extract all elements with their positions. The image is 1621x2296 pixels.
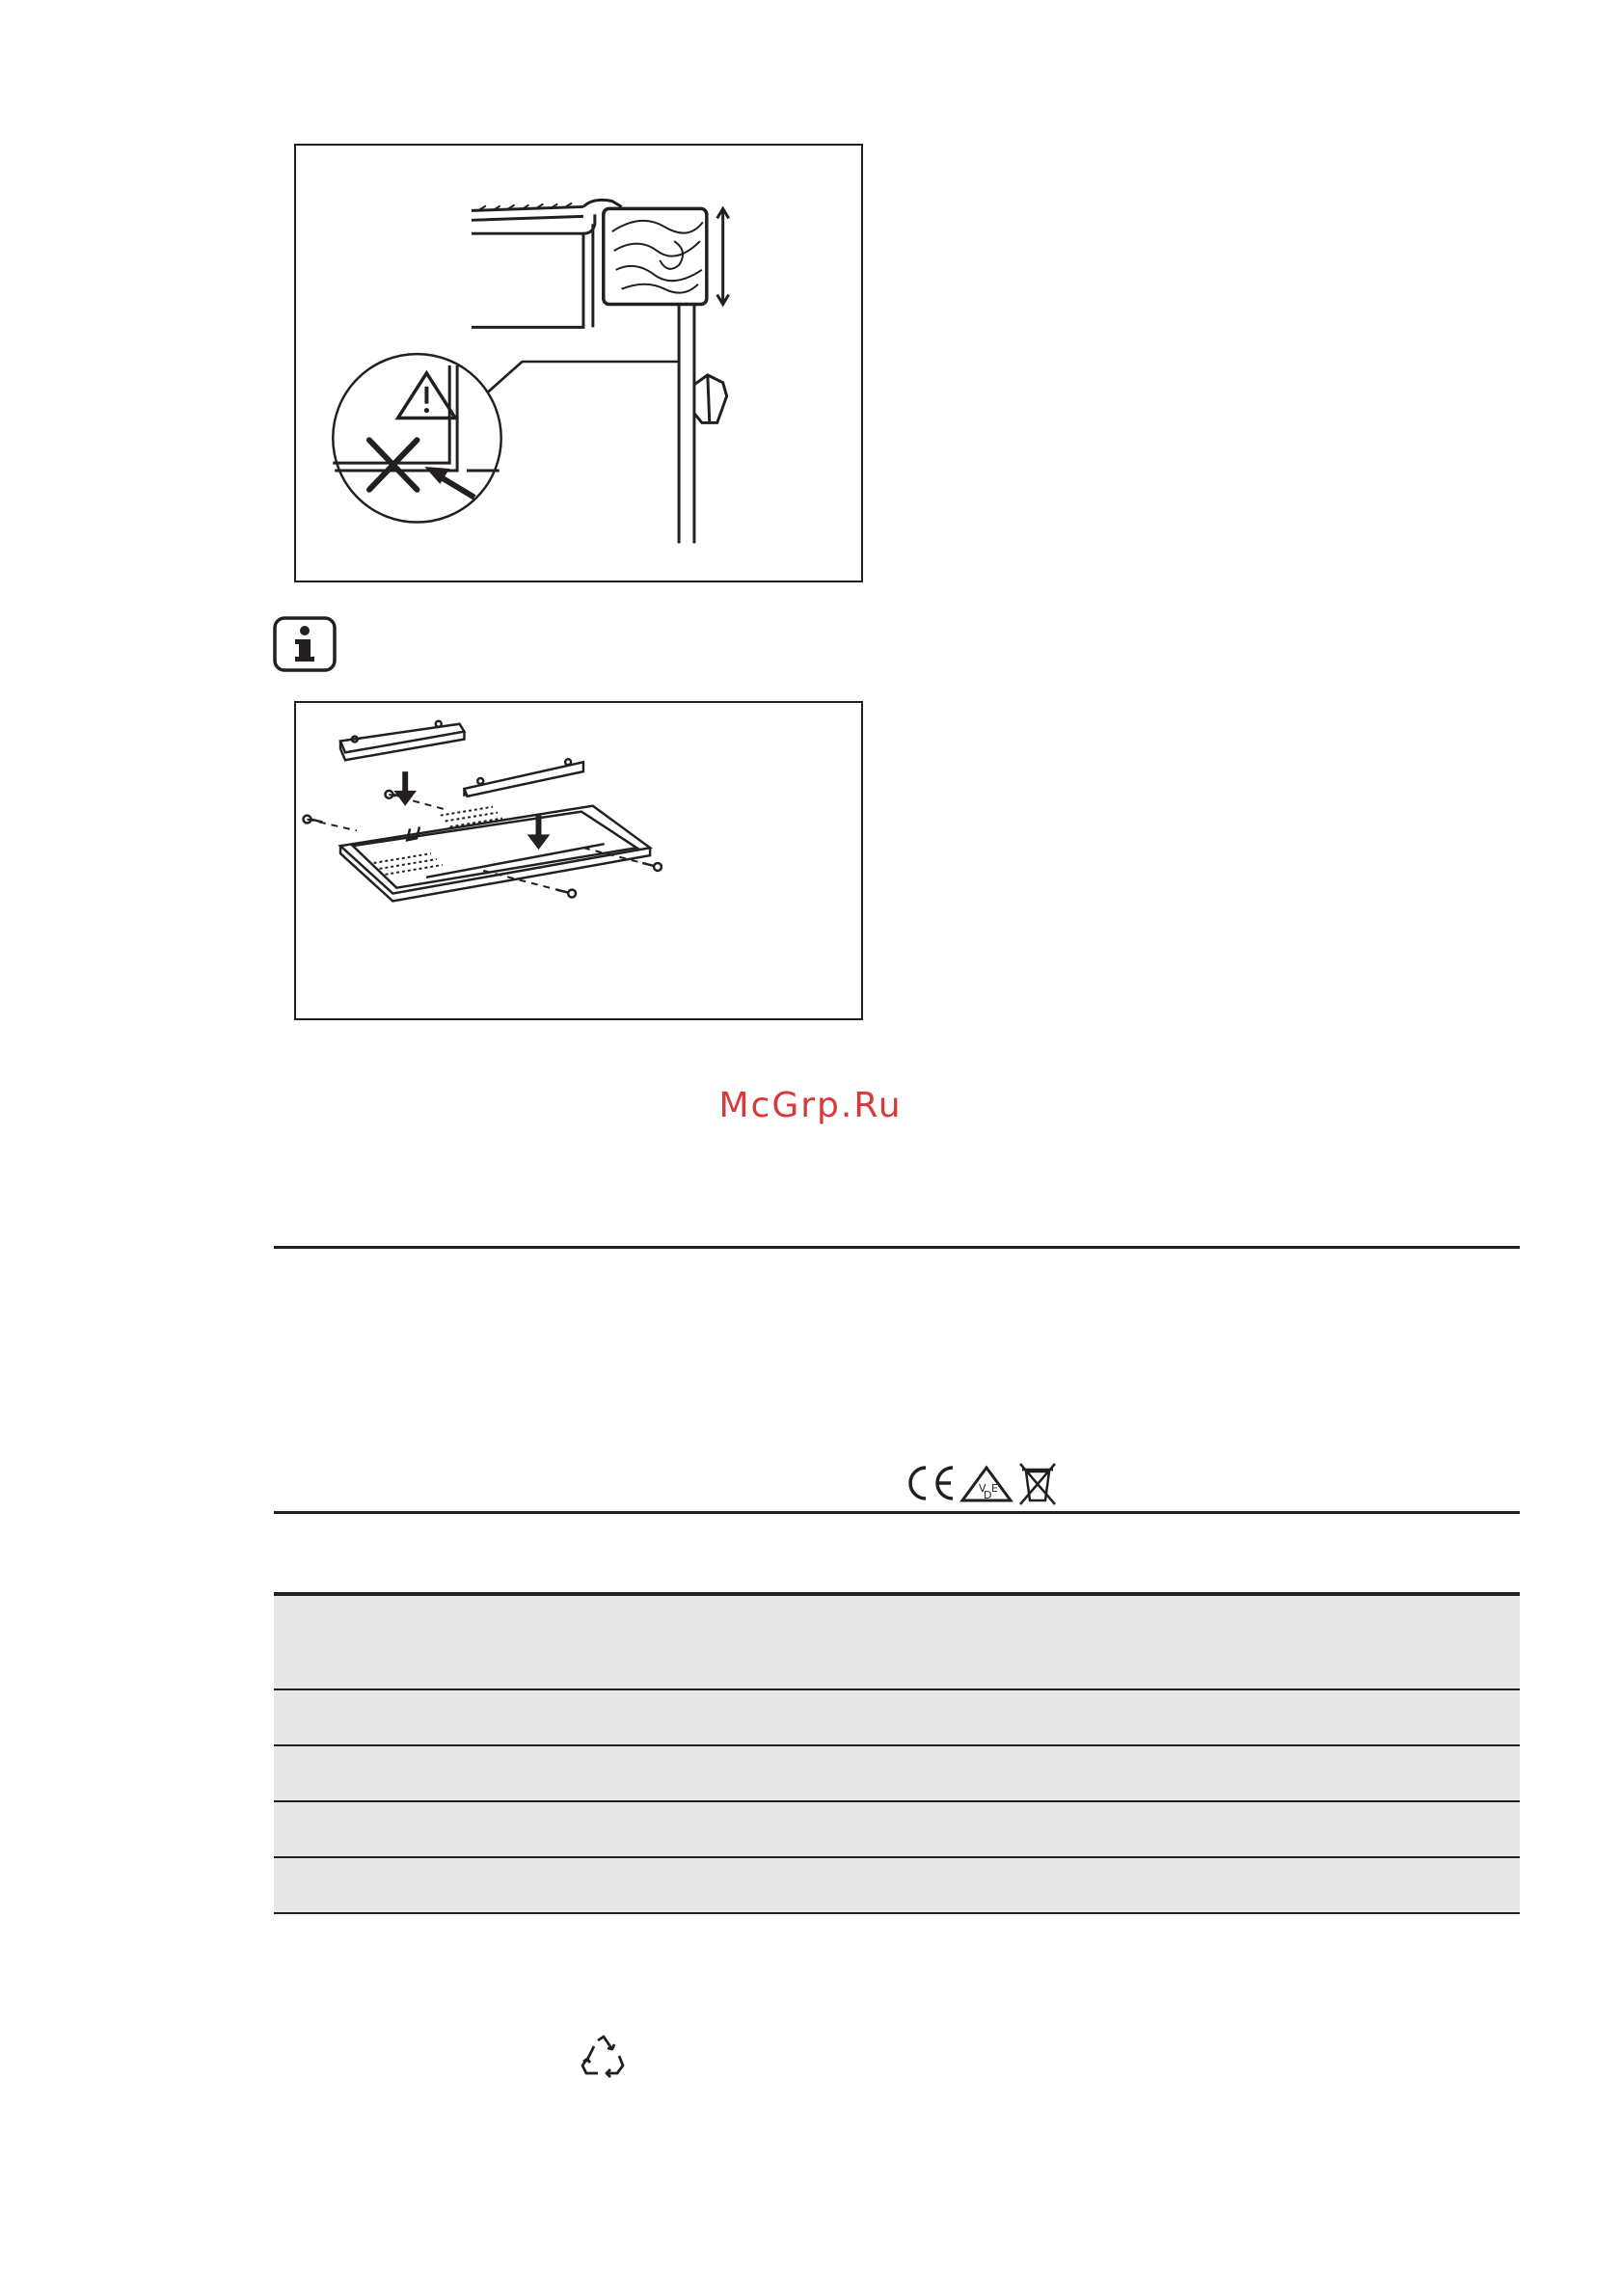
table-row [274, 1690, 1520, 1746]
installation-detail-figure [294, 144, 863, 582]
recycle-icon [579, 2033, 629, 2081]
table-row [274, 1746, 1520, 1802]
protection-floor-assembly-figure [294, 701, 863, 1020]
warning-triangle-icon [398, 373, 455, 419]
info-icon [272, 615, 338, 673]
svg-text:D: D [984, 1489, 992, 1501]
protection-floor-assembly-drawing [296, 703, 861, 1018]
screw-icon [556, 890, 576, 898]
table-row [274, 1858, 1520, 1914]
section-divider [274, 1246, 1520, 1249]
screw-icon [642, 863, 662, 871]
down-arrow-icon [527, 816, 551, 851]
spec-table [274, 1592, 1520, 1914]
ce-mark-icon [910, 1468, 953, 1499]
cross-mark-icon [369, 440, 418, 490]
watermark-text: McGrp.Ru [718, 1086, 903, 1125]
crossed-bin-icon [1020, 1464, 1055, 1504]
section-divider [274, 1511, 1520, 1514]
table-row [274, 1802, 1520, 1858]
vde-mark-icon [962, 1468, 1011, 1501]
certification-marks [899, 1460, 1059, 1506]
installation-detail-drawing [296, 146, 861, 581]
screw-icon [303, 816, 322, 824]
table-row [274, 1592, 1520, 1690]
svg-text:V: V [979, 1482, 986, 1495]
svg-text:E: E [991, 1482, 998, 1495]
